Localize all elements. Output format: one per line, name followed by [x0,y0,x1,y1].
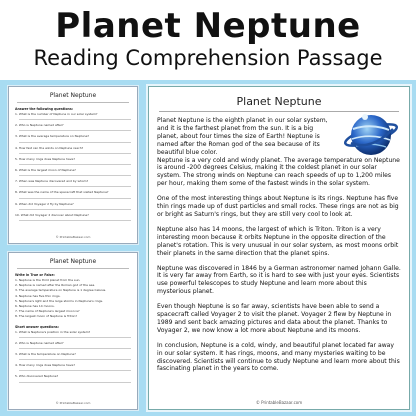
list-item [9,331,137,338]
paragraph: Even though Neptune is so far away, scientists have been able to send a spacecraft called Voyager 2 to visit the planet. Voyager 2 flew by Neptune in 1989 and sent back amazing pictures and data about the planet. Thanks to Voyager 2, we now know a lot more about Neptune and its moons. [157,303,392,334]
list-item [9,203,137,210]
question-text: 2. Who is Neptune named after? [15,124,64,128]
question-text: 3. What is the temperature on Neptune? [15,353,76,357]
answer-line [19,359,131,360]
answer-line [19,382,131,383]
paragraph: One of the most interesting things about Neptune is its rings. Neptune has five thin rings made up of dust particles and small rocks. These rings are not as big or bright as Saturn's rings, but they are still very cool to look at. [157,195,399,218]
question-text: 4. How many rings does Neptune have? [15,364,75,368]
answer-line [19,164,131,165]
paragraph: Planet Neptune is the eighth planet in our solar system, and it is the farthest planet from the sun. It is a big planet, about four times the size of Earth! Neptune is named after the Roman god of the sea because of its beautiful blue color. [157,117,328,156]
question-text: 3. What is the average temperature on Neptune? [15,135,90,139]
thumbnail-title: Planet Neptune [49,92,97,99]
list-item [9,147,137,154]
reading-passage-page[interactable] [148,86,410,410]
question-text: 4. How fast can the winds on Neptune reach? [15,146,84,150]
divider [17,268,129,269]
question-text: 1. What is the number of Neptune in our solar system? [15,113,98,116]
answer-line [19,142,131,143]
thumbnail-title: Planet Neptune [49,258,97,265]
answer-line [19,119,131,120]
list-item: 4. Neptune has five thin rings. [15,294,61,298]
question-text: 8. What was the name of the spacecraft that visited Neptune? [15,191,109,195]
answer-line [19,348,131,349]
answer-line [19,198,131,199]
list-item: 2. Neptune is named after the Roman god of the sea. [15,284,96,288]
list-item: 3. The average temperature on Neptune is 1 degree Celsius. [15,289,107,293]
paragraph: Neptune also has 14 moons, the largest of which is Triton. Triton is a very interesting moon because it orbits Neptune in the opposite direction of the planet's rotation. This is very unusual in our solar system, as most moons orbit their planets in the same direction that the planet spins. [157,225,399,257]
thumbnail-heading: Answer the following questions: [15,107,73,111]
answer-line [19,130,131,131]
list-item [9,124,137,131]
list-item [9,364,137,371]
list-item [9,214,137,221]
true-false-list [9,279,137,319]
list-item [9,342,137,349]
list-item: 7. The name of Neptune's largest moon is? [15,310,80,314]
divider [17,102,129,103]
page-subtitle: Reading Comprehension Passage [33,46,383,70]
answer-line [19,370,131,371]
question-list [9,113,137,221]
paragraph: Neptune was discovered in 1846 by a German astronomer named Johann Galle. It is very far away from Earth, so it is hard to see with just your eyes. Scientists use powerful telescopes to study Neptune and learn more about this mysterious planet. [157,264,401,296]
question-text: 1. What is Neptune's position in the solar system? [15,330,91,334]
thumbnail-footer: © PrintableBazaar.com [55,235,91,239]
list-item [9,158,137,165]
question-text: 10. What did Voyager 2 discover about Neptune? [15,213,89,217]
list-item: 8. The largest moon of Neptune is Triton? [15,315,78,319]
list-item [9,180,137,187]
list-item [9,113,137,120]
question-text: 7. When was Neptune discovered and by whom? [15,180,89,184]
answer-line [19,153,131,154]
paragraph: Neptune is a very cold and windy planet. The average temperature on Neptune is around -200 degrees Celsius, making it the coldest planet in our solar system. The strong winds on Neptune can reach speeds of up to 1,200 miles per hour, making them some of the fastest winds in the solar system. [157,156,400,188]
short-answer-list [9,331,137,383]
thumbnail-footer: © PrintableBazaar.com [55,401,91,405]
list-item [9,191,137,198]
passage-title: Planet Neptune [236,95,322,108]
list-item: 6. Neptune has 14 moons. [15,305,55,309]
list-item: 5. Neptune's light and the large storms in Neptune's rings. [15,299,104,303]
header [0,0,416,80]
list-item [9,353,137,360]
worksheet-thumbnail-questions[interactable] [8,86,138,244]
paragraph: In conclusion, Neptune is a cold, windy, and beautiful planet located far away in our solar system. It has rings, moons, and many mysteries waiting to be discovered. Scientists will continue to study Neptune and learn more about this fascinating planet in the years to come. [157,341,400,373]
question-text: 5. How many rings does Neptune have? [15,157,75,161]
list-item [9,375,137,382]
list-item [9,169,137,176]
passage-footer: © PrintableBazaar.com [255,400,303,405]
question-text: 9. When did Voyager 2 fly by Neptune? [15,202,74,206]
worksheet-thumbnail-true-false[interactable] [8,252,138,410]
answer-line [19,186,131,187]
passage-body [157,117,401,380]
question-text: 5. Who discovered Neptune? [15,375,59,379]
question-text: 2. Who is Neptune named after? [15,341,64,345]
answer-line [19,220,131,221]
question-text: 6. What is the largest moon of Neptune? [15,169,76,173]
thumbnail-heading: Short answer questions: [15,324,59,329]
thumbnail-heading: Write in True or False: [15,273,55,277]
list-item: 1. Neptune is the third planet from the sun. [15,279,81,282]
answer-line [19,175,131,176]
answer-line [19,209,131,210]
list-item [9,135,137,142]
answer-line [19,337,131,338]
page-title: Planet Neptune [55,6,361,46]
